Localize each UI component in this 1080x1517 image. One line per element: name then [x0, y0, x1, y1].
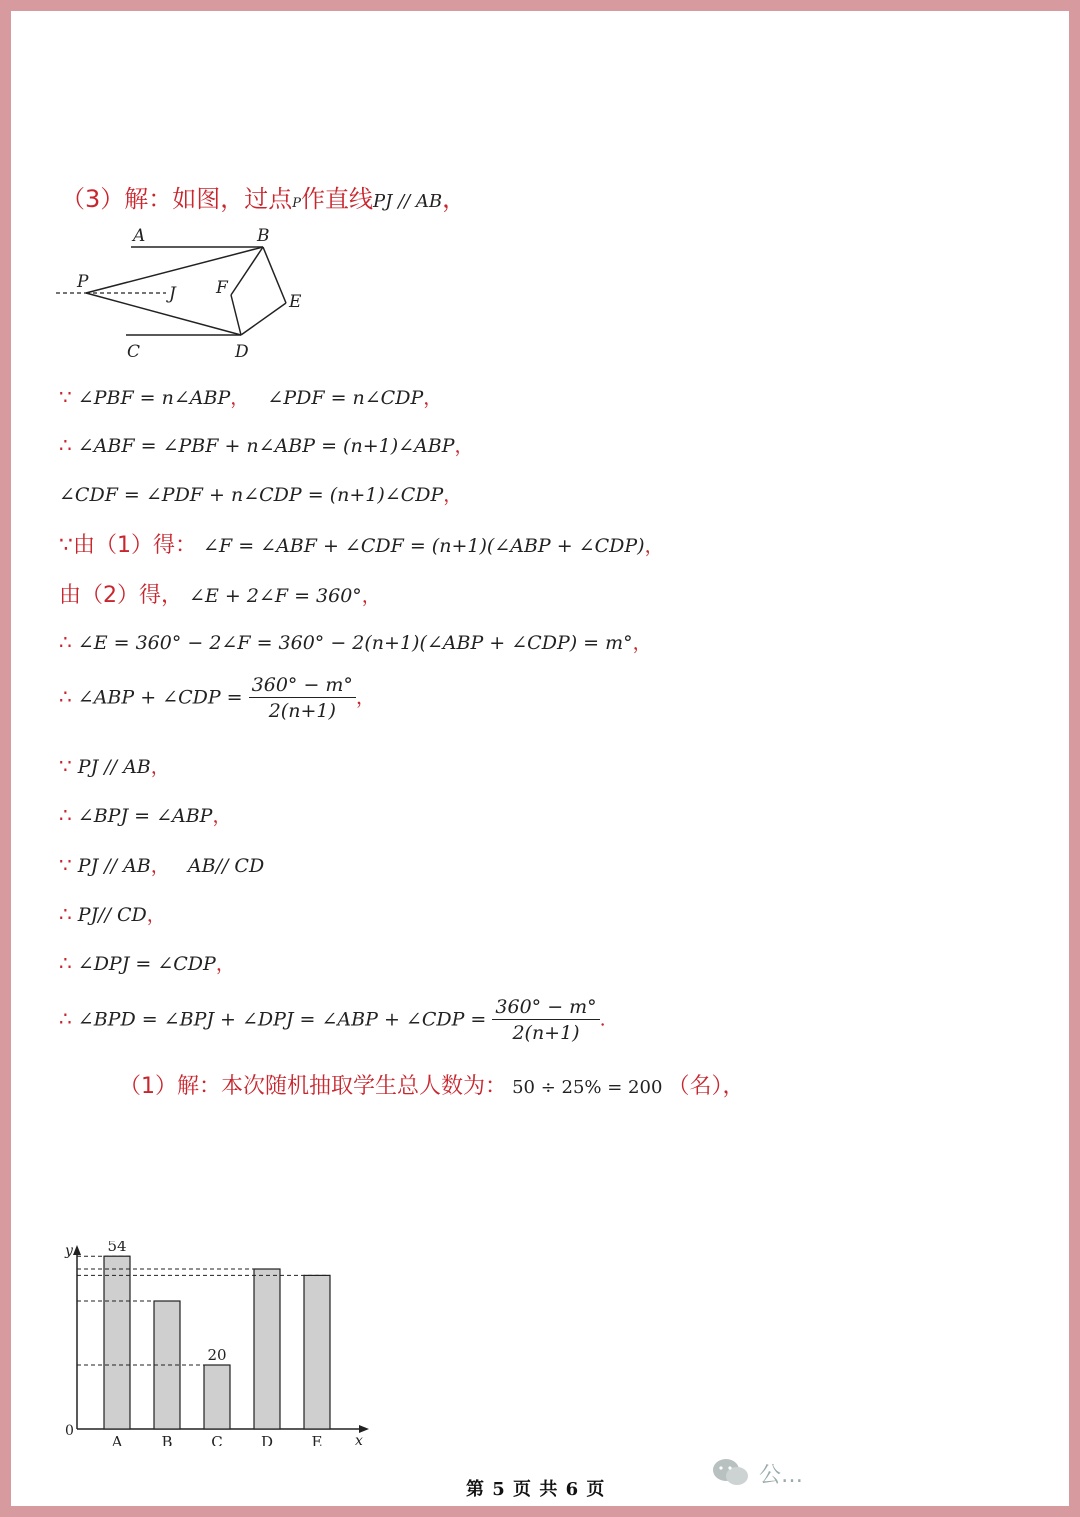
proof-line-4	[59, 528, 664, 559]
cn-text: 由（2）得，	[59, 583, 183, 608]
proof-line-2	[59, 431, 474, 458]
origin-label: 0	[65, 1423, 74, 1439]
comma: ，	[454, 435, 474, 457]
comma: ，	[150, 756, 170, 778]
equation: ∠F = ∠ABF + ∠CDF = (n+1)(∠ABP + ∠CDP)	[203, 535, 645, 557]
equation: PJ // AB	[77, 756, 151, 778]
proof-line-3	[59, 480, 462, 507]
tick-label-C: C	[211, 1433, 223, 1446]
equation: AB// CD	[187, 855, 265, 877]
comma: ，	[212, 805, 232, 827]
comma: ，	[361, 585, 381, 607]
proof-line-9	[59, 801, 231, 828]
label-P: P	[77, 272, 89, 292]
section1-unit: （名），	[667, 1074, 745, 1099]
data-label-C: 20	[207, 1346, 227, 1364]
tick-label-D: D	[260, 1433, 274, 1446]
therefore-symbol: ∴	[59, 630, 72, 654]
label-J: J	[169, 284, 176, 304]
tick-label-E: E	[311, 1433, 323, 1446]
heading-mid: 作直线	[301, 185, 374, 213]
therefore-symbol: ∴	[59, 433, 72, 457]
fraction	[249, 673, 356, 724]
section1-math: 50 ÷ 25% = 200	[512, 1077, 663, 1098]
page	[11, 11, 1069, 1506]
therefore-symbol: ∴	[59, 1006, 72, 1031]
comma: ，	[443, 484, 463, 506]
because-symbol: ∵	[59, 385, 72, 409]
fraction-numerator: 360° − m°	[492, 995, 599, 1020]
tick-label-B: B	[161, 1433, 173, 1446]
equation: ∠BPJ = ∠ABP	[77, 805, 213, 827]
therefore-symbol: ∴	[59, 902, 72, 926]
equation: ∠ABP + ∠CDP =	[77, 686, 243, 709]
because-symbol: ∵	[59, 754, 72, 778]
bar-E	[304, 1275, 330, 1429]
wechat-icon	[711, 1457, 751, 1489]
bar-A	[104, 1256, 130, 1429]
page-footer: 第 5 页 共 6 页	[466, 1479, 606, 1500]
heading-end: ，	[442, 185, 467, 213]
bar-C	[204, 1365, 230, 1429]
fraction	[492, 995, 599, 1046]
comma: ，	[644, 535, 664, 557]
fraction-numerator: 360° − m°	[249, 673, 356, 698]
watermark	[711, 1451, 891, 1495]
equation: ∠E = 360° − 2∠F = 360° − 2(n+1)(∠ABP + ∠CDP) = m°	[77, 632, 633, 654]
comma: ，	[146, 904, 166, 926]
bar-D	[254, 1269, 280, 1429]
proof-line-12	[59, 949, 235, 976]
equation: ∠ABF = ∠PBF + n∠ABP = (n+1)∠ABP	[77, 435, 455, 457]
proof-line-10	[59, 851, 264, 878]
proof-line-5	[59, 578, 381, 609]
equation: ∠PDF = n∠CDP	[267, 387, 424, 409]
proof-line-13	[59, 995, 606, 1046]
therefore-symbol: ∴	[59, 951, 72, 975]
section1-text: （1）解：本次随机抽取学生总人数为：	[119, 1074, 507, 1099]
proof-line-7	[59, 673, 375, 724]
heading-math: PJ // AB	[373, 191, 443, 212]
section1-line	[119, 1069, 745, 1100]
comma: ，	[230, 387, 250, 409]
cn-text: ∵由（1）得：	[59, 533, 197, 558]
comma: ，	[632, 632, 652, 654]
x-axis-arrow	[359, 1425, 369, 1433]
equation: ∠PBF = n∠ABP	[77, 387, 231, 409]
y-axis-label: y	[65, 1243, 73, 1259]
equation: ∠CDF = ∠PDF + n∠CDP = (n+1)∠CDP	[59, 484, 444, 506]
heading-prefix: （3）解：如图，过点	[61, 185, 293, 213]
proof-line-11	[59, 900, 166, 927]
comma: ，	[423, 387, 443, 409]
therefore-symbol: ∴	[59, 803, 72, 827]
section3-heading	[61, 179, 466, 214]
fraction-denominator: 2(n+1)	[268, 700, 336, 722]
watermark-text: 公…	[759, 1462, 804, 1488]
because-symbol: ∵	[59, 853, 72, 877]
bar-chart	[55, 1241, 385, 1446]
proof-line-6	[59, 628, 652, 655]
comma: ，	[215, 953, 235, 975]
label-B: B	[257, 226, 270, 246]
label-D: D	[235, 342, 249, 362]
label-F: F	[216, 278, 228, 298]
equation: PJ // AB	[77, 855, 151, 877]
label-E: E	[289, 292, 302, 312]
equation: ∠DPJ = ∠CDP	[77, 953, 216, 975]
comma: ，	[150, 855, 170, 877]
equation: ∠BPD = ∠BPJ + ∠DPJ = ∠ABP + ∠CDP =	[77, 1008, 487, 1031]
proof-line-8	[59, 752, 170, 779]
equation: PJ// CD	[77, 904, 147, 926]
period: .	[599, 1008, 606, 1031]
geometry-diagram	[51, 223, 311, 363]
data-label-A: 54	[107, 1241, 127, 1256]
equation: ∠E + 2∠F = 360°	[189, 585, 362, 607]
therefore-symbol: ∴	[59, 684, 72, 709]
bars-group	[77, 1241, 330, 1446]
comma: ，	[355, 686, 375, 709]
x-axis-label: x	[355, 1433, 363, 1446]
fraction-denominator: 2(n+1)	[512, 1022, 580, 1044]
tick-label-A: A	[111, 1433, 123, 1446]
label-A: A	[133, 226, 146, 246]
y-axis-arrow	[73, 1245, 81, 1255]
proof-line-1	[59, 383, 442, 410]
heading-point: P	[292, 196, 302, 211]
label-C: C	[127, 342, 141, 362]
